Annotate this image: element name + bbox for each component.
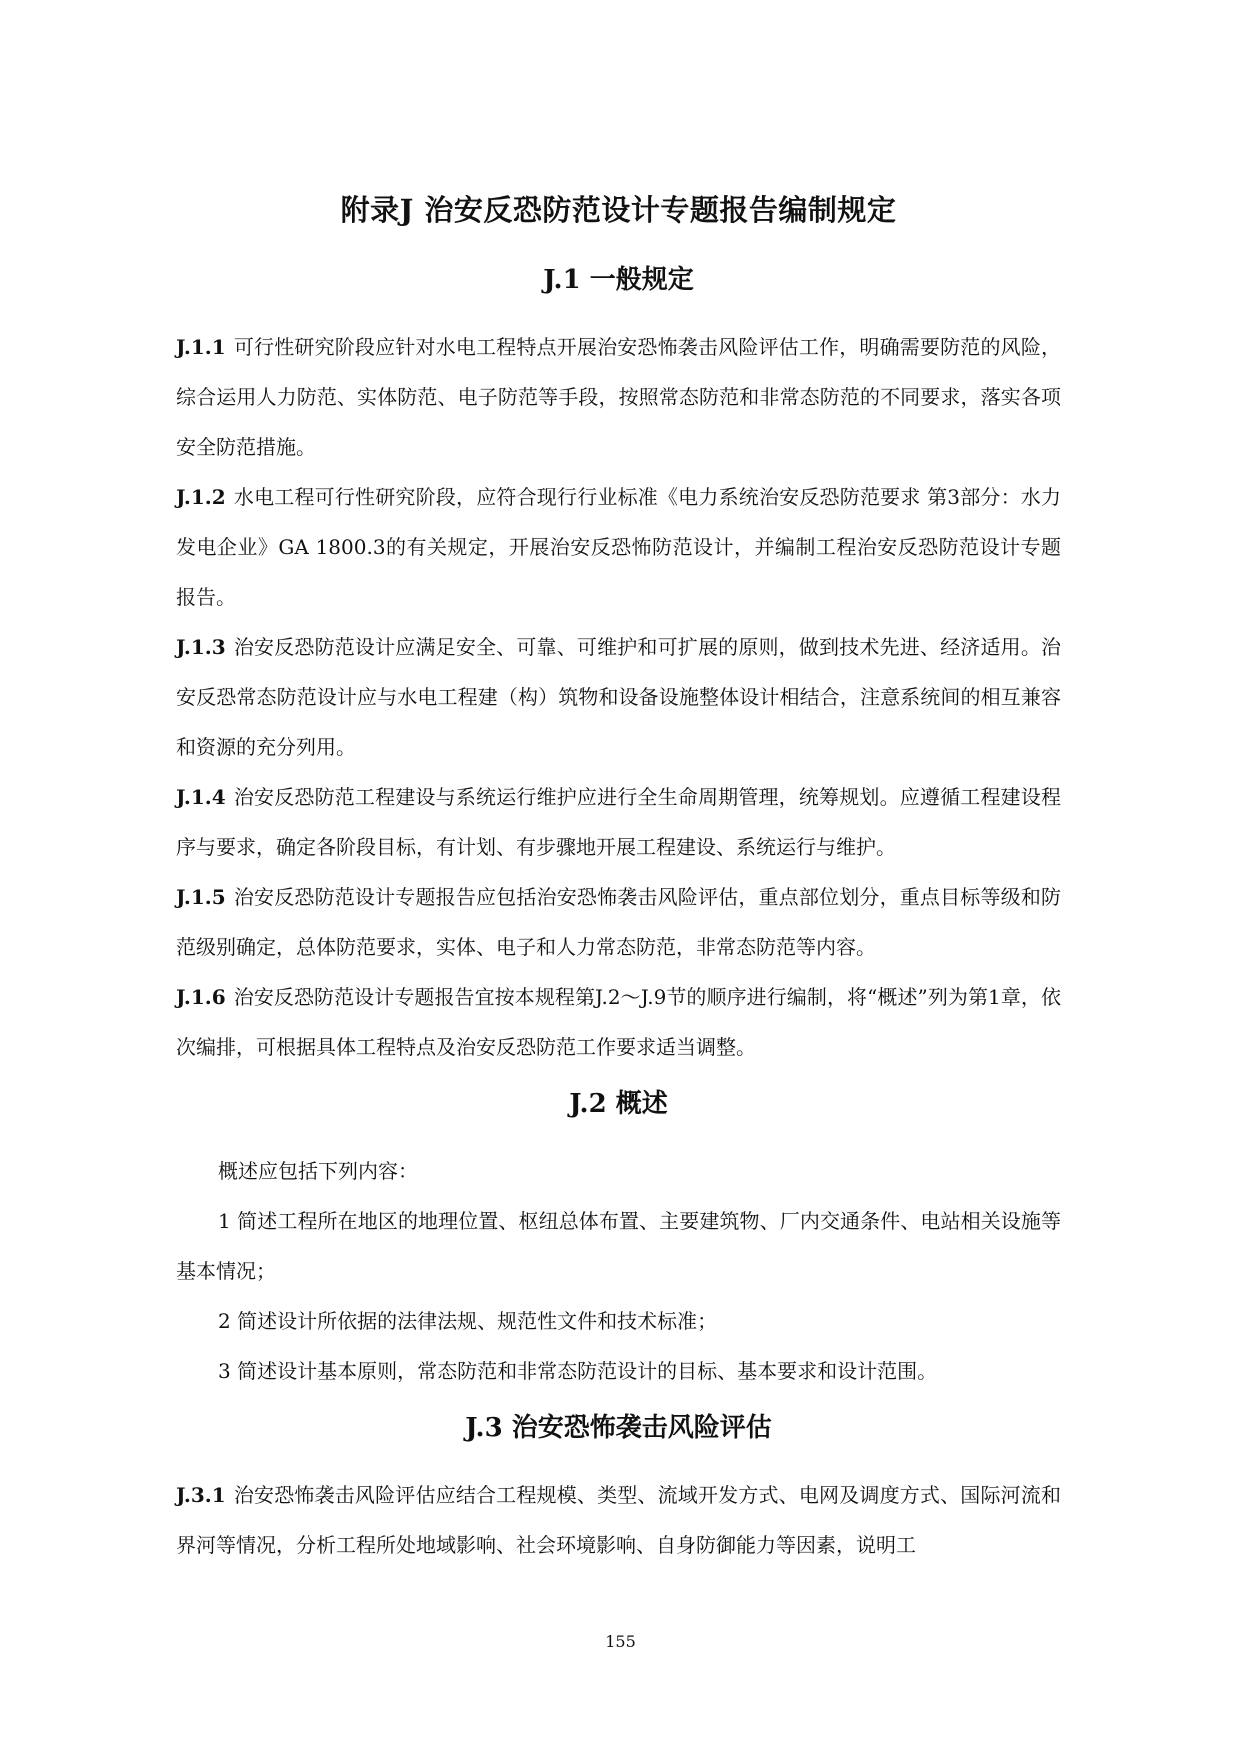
clause-j1-3 xyxy=(176,622,1061,772)
clause-number: J.1.6 xyxy=(176,985,226,1009)
clause-number: J.1.3 xyxy=(176,635,226,659)
clause-text: 可行性研究阶段应针对水电工程特点开展治安恐怖袭击风险评估工作，明确需要防范的风险，综合运用人力防范、实体防范、电子防范等手段，按照常态防范和非常态防范的不同要求，落实各项安全防范措施。 xyxy=(176,335,1061,459)
clause-text: 治安反恐防范设计专题报告应包括治安恐怖袭击风险评估，重点部位划分，重点目标等级和防范级别确定，总体防范要求，实体、电子和人力常态防范，非常态防范等内容。 xyxy=(176,885,1061,959)
section-heading-j2: J.2 概述 xyxy=(569,1089,668,1119)
section-heading-j3: J.3 治安恐怖袭击风险评估 xyxy=(465,1413,772,1443)
clause-number: J.1.4 xyxy=(176,785,226,809)
clause-j1-4 xyxy=(176,772,1061,872)
clause-number: J.1.5 xyxy=(176,885,226,909)
list-item: 1 简述工程所在地区的地理位置、枢纽总体布置、主要建筑物、厂内交通条件、电站相关设施等基本情况； xyxy=(176,1209,1061,1283)
clause-number: J.1.1 xyxy=(176,335,226,359)
clause-j3-1 xyxy=(176,1470,1061,1570)
clause-text: 治安反恐防范工程建设与系统运行维护应进行全生命周期管理，统筹规划。应遵循工程建设程序与要求，确定各阶段目标，有计划、有步骤地开展工程建设、系统运行与维护。 xyxy=(176,785,1061,859)
clause-j1-5 xyxy=(176,872,1061,972)
clause-j1-6 xyxy=(176,972,1061,1072)
clause-j1-2 xyxy=(176,472,1061,622)
clause-text: 水电工程可行性研究阶段，应符合现行行业标准《电力系统治安反恐防范要求 第3部分：水力发电企业》GA 1800.3的有关规定，开展治安反恐怖防范设计，并编制工程治安反恐防范设计专题报告。 xyxy=(176,485,1061,609)
page-number: 155 xyxy=(605,1632,636,1651)
section-intro: 概述应包括下列内容： xyxy=(218,1159,418,1183)
list-item: 3 简述设计基本原则，常态防范和非常态防范设计的目标、基本要求和设计范围。 xyxy=(218,1359,938,1383)
clause-text: 治安反恐防范设计应满足安全、可靠、可维护和可扩展的原则，做到技术先进、经济适用。治安反恐常态防范设计应与水电工程建（构）筑物和设备设施整体设计相结合，注意系统间的相互兼容和资源的充分列用。 xyxy=(176,635,1061,759)
clause-text: 治安反恐防范设计专题报告宜按本规程第J.2～J.9节的顺序进行编制，将“概述”列为第1章，依次编排，可根据具体工程特点及治安反恐防范工作要求适当调整。 xyxy=(176,985,1061,1059)
document-title: 附录J 治安反恐防范设计专题报告编制规定 xyxy=(340,193,897,227)
clause-text: 治安恐怖袭击风险评估应结合工程规模、类型、流域开发方式、电网及调度方式、国际河流和界河等情况，分析工程所处地域影响、社会环境影响、自身防御能力等因素，说明工 xyxy=(176,1483,1061,1557)
section-heading-j1: J.1 一般规定 xyxy=(543,265,694,295)
clause-number: J.1.2 xyxy=(176,485,226,509)
clause-number: J.3.1 xyxy=(176,1483,226,1507)
clause-j1-1 xyxy=(176,322,1061,472)
page-content xyxy=(176,190,1061,1570)
list-item: 2 简述设计所依据的法律法规、规范性文件和技术标准； xyxy=(218,1309,718,1333)
